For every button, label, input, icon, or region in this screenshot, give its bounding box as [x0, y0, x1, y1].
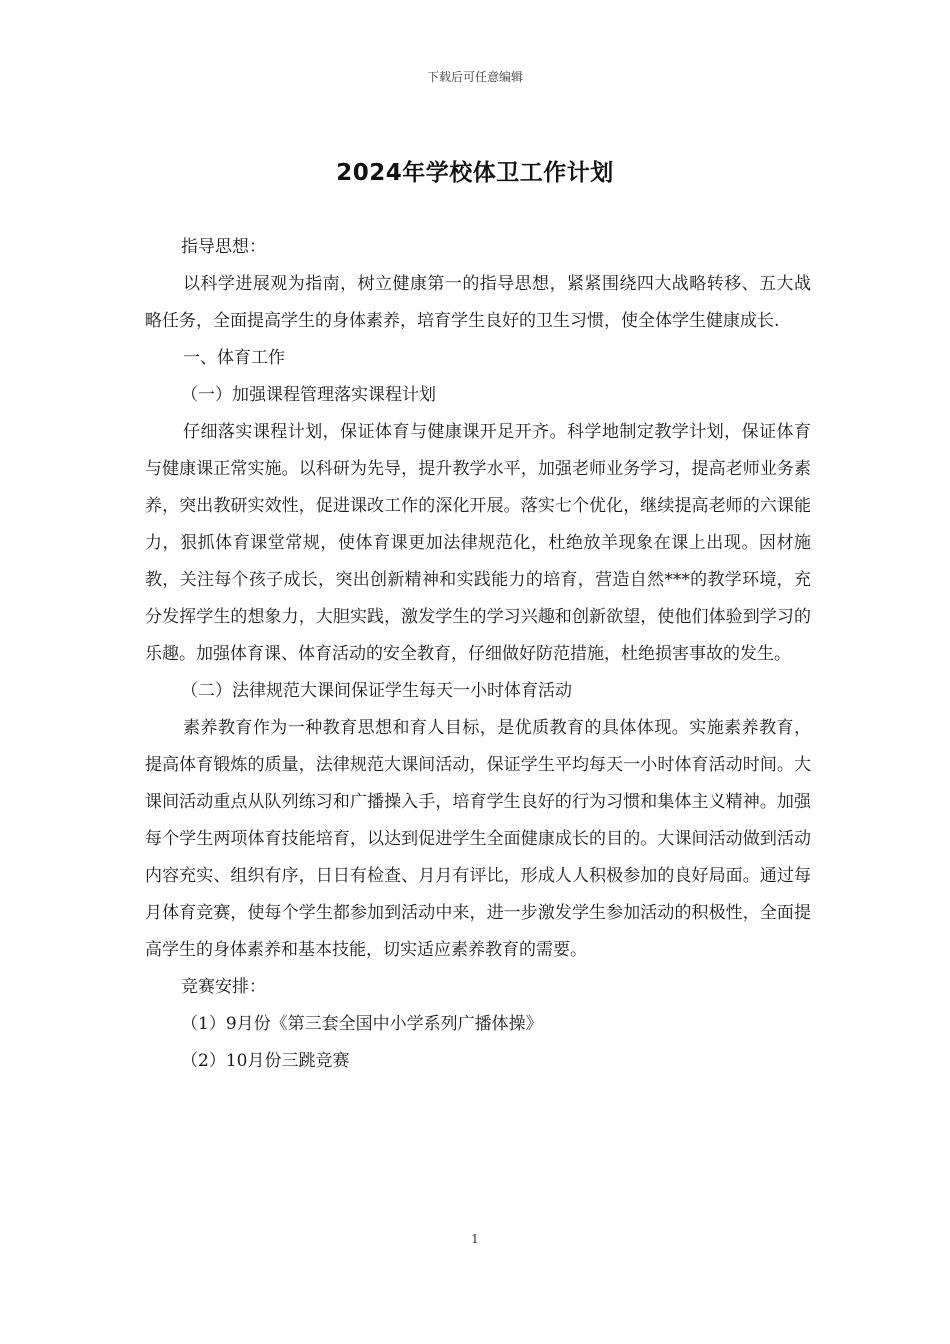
document-title: 2024年学校体卫工作计划: [336, 160, 614, 186]
curriculum-paragraph: 仔细落实课程计划，保证体育与健康课开足开齐。科学地制定教学计划，保证体育与健康课正常实施。以科研为先导，提升教学水平，加强老师业务学习，提高老师业务素养，突出教研实效性，促进课改工作的深化开展。落实七个优化，继续提高老师的六课能力，狠抓体育课堂常规，使体育课更加法律规范化，杜绝放羊现象在课上出现。因材施教，关注每个孩子成长，突出创新精神和实践能力的培育，营造自然***的教学环境，充分发挥学生的想象力，大胆实践，激发学生的学习兴趣和创新欲望，使他们体验到学习的乐趣。加强体育课、体育活动的安全教育，仔细做好防范措施，杜绝损害事故的发生。: [145, 422, 811, 664]
competition-item: （1）9月份《第三套全国中小学系列广播体操》: [181, 1014, 543, 1034]
competition-item: （2）10月份三跳竞赛: [181, 1051, 350, 1071]
guiding-ideology-text: 以科学进展观为指南，树立健康第一的指导思想，紧紧围绕四大战略转移、五大战略任务，全面提高学生的身体素养，培育学生良好的卫生习惯，使全体学生健康成长.: [145, 274, 811, 331]
competition-schedule-heading: 竞赛安排：: [181, 977, 266, 997]
page-header-note: 下载后可任意编辑: [426, 70, 523, 84]
document-body: [145, 229, 811, 1080]
recess-paragraph: 素养教育作为一种教育思想和育人目标，是优质教育的具体体现。实施素养教育，提高体育锻炼的质量，法律规范大课间活动，保证学生平均每天一小时体育活动时间。大课间活动重点从队列练习和广播操入手，培育学生良好的行为习惯和集体主义精神。加强每个学生两项体育技能培育，以达到促进学生全面健康成长的目的。大课间活动做到活动内容充实、组织有序，日日有检查、月月有评比，形成人人积极参加的良好局面。通过每月体育竞赛，使每个学生都参加到活动中来，进一步激发学生参加活动的积极性，全面提高学生的身体素养和基本技能，切实适应素养教育的需要。: [145, 718, 811, 960]
subsection-heading-recess: （二）法律规范大课间保证学生每天一小时体育活动: [181, 681, 572, 701]
subsection-heading-curriculum: （一）加强课程管理落实课程计划: [181, 385, 436, 405]
section-heading-sports: 一、体育工作: [183, 348, 285, 368]
page-number: 1: [471, 1232, 479, 1246]
guiding-ideology-heading: 指导思想：: [181, 237, 266, 257]
